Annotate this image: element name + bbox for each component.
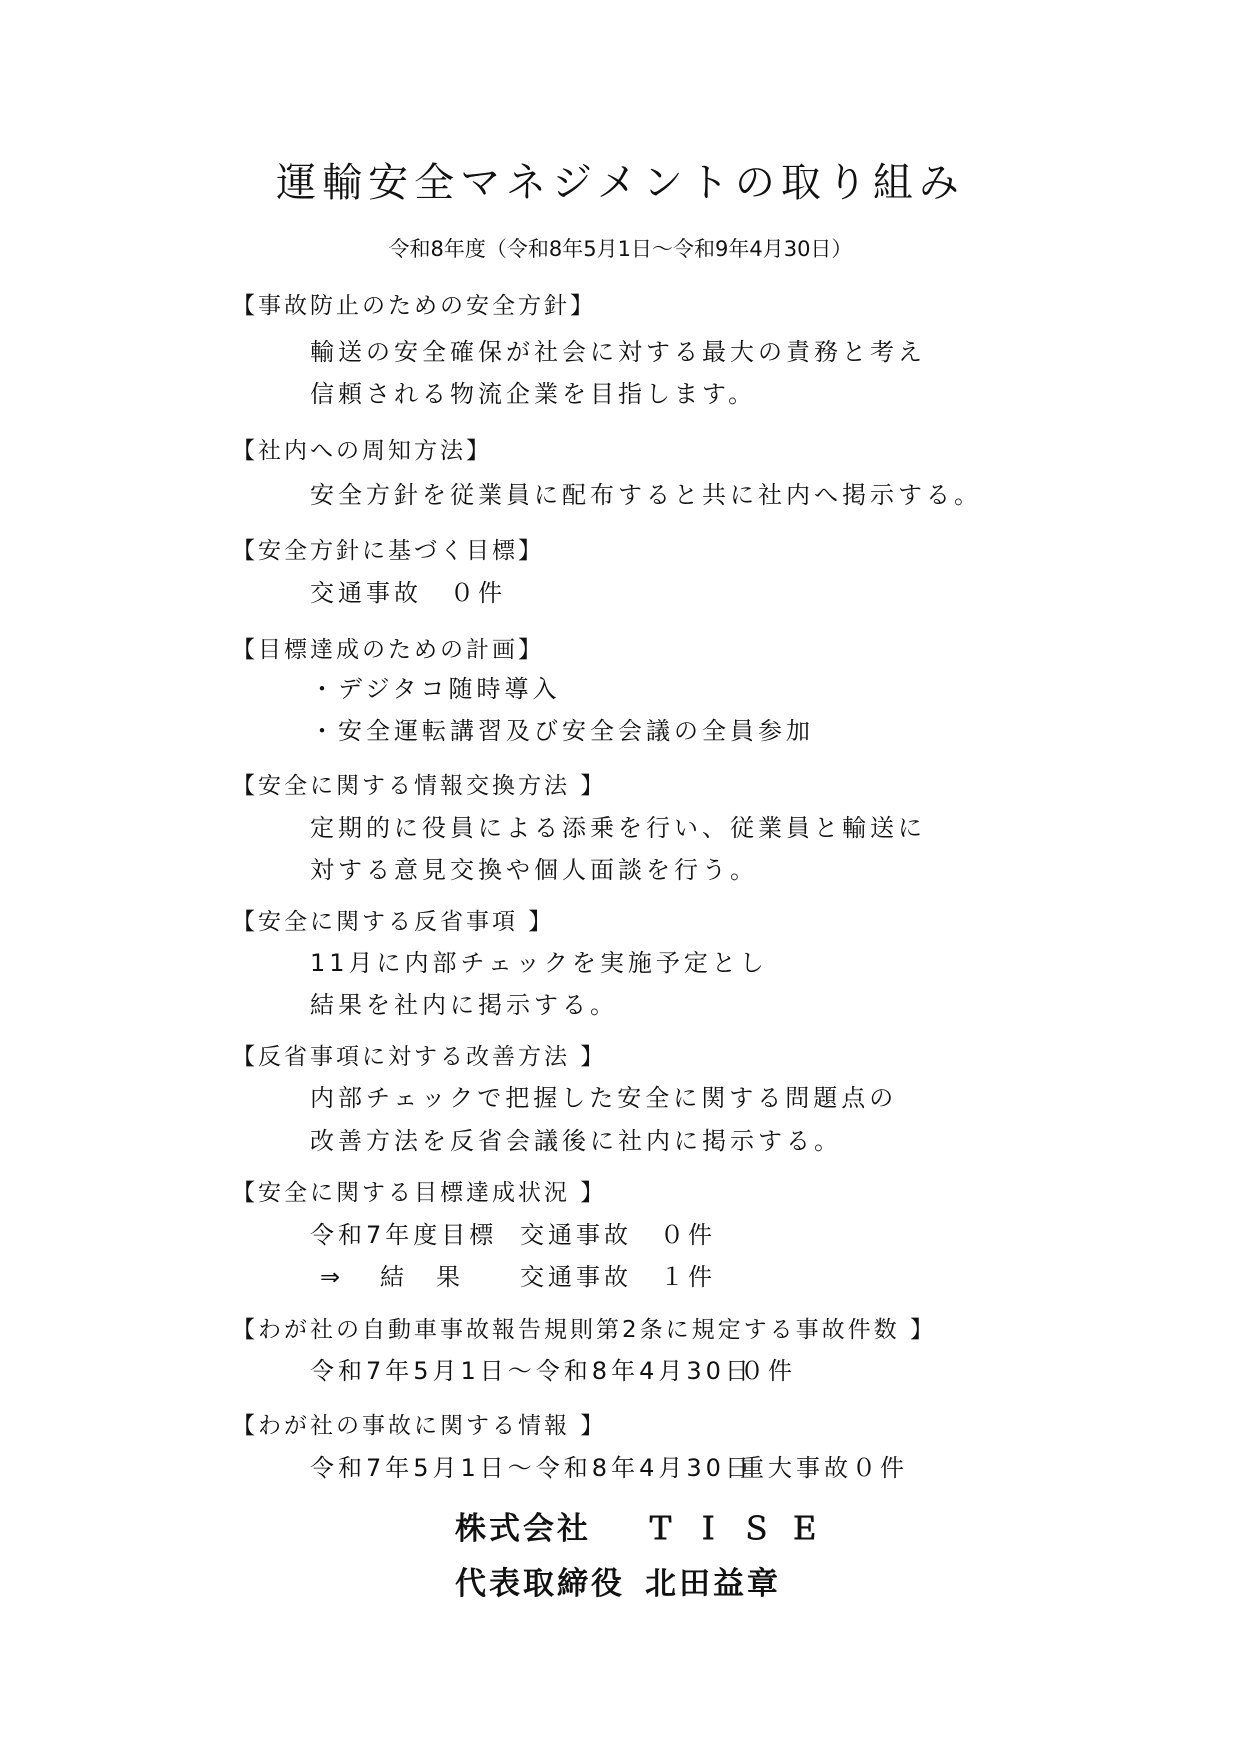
accident-count-row [310,1354,796,1388]
achievement-target-value: ０件 [660,1221,716,1249]
section-heading-info-exchange: 【安全に関する情報交換方法 】 [232,773,607,799]
plan-line: ・デジタコ随時導入 [310,675,561,703]
section-heading-accident-count: 【わが社の自動車事故報告規則第2条に規定する事故件数 】 [232,1317,936,1343]
achievement-result-item: 交通事故 [520,1263,632,1291]
achievement-result-value: １件 [660,1263,716,1291]
policy-line: 信頼される物流企業を目指します。 [310,380,757,408]
info-exchange-line: 対する意見交換や個人面談を行う。 [310,856,758,884]
company-prefix: 株式会社 [455,1511,591,1547]
section-heading-plan: 【目標達成のための計画】 [232,637,544,663]
section-heading-accident-info: 【わが社の事故に関する情報 】 [232,1413,607,1439]
page-title: 運輸安全マネジメントの取り組み [276,160,965,206]
result-arrow-icon: ⇒ [320,1263,345,1291]
representative-line [455,1563,781,1605]
company-name-line [455,1508,822,1550]
policy-line: 輸送の安全確保が社会に対する最大の責務と考え [310,338,926,366]
reflection-line: 11月に内部チェックを実施予定とし [310,949,768,977]
section-heading-improvement: 【反省事項に対する改善方法 】 [232,1044,607,1070]
accident-count-period: 令和7年5月1日～令和8年4月30日 [310,1357,753,1385]
achievement-target-label: 令和7年度目標 [310,1221,498,1249]
accident-info-row [310,1451,908,1485]
section-heading-reflection: 【安全に関する反省事項 】 [232,909,555,935]
section-heading-achievement: 【安全に関する目標達成状況 】 [232,1180,607,1206]
info-exchange-line: 定期的に役員による添乗を行い、従業員と輸送に [310,814,926,842]
accident-count-value: ０件 [740,1357,796,1385]
achievement-result-row [310,1260,716,1294]
section-heading-policy: 【事故防止のための安全方針】 [232,293,596,319]
section-heading-notice: 【社内への周知方法】 [232,438,492,464]
improvement-line: 内部チェックで把握した安全に関する問題点の [310,1084,898,1112]
fiscal-year-period: 令和8年度（令和8年5月1日～令和9年4月30日） [388,237,853,261]
representative-name: 北田益章 [645,1566,781,1602]
achievement-result-label: 結 果 [380,1263,464,1291]
company-name: Ｔ Ｉ Ｓ Ｅ [645,1511,823,1547]
achievement-target-item: 交通事故 [520,1221,632,1249]
achievement-target-row [310,1218,716,1252]
reflection-line: 結果を社内に掲示する。 [310,991,618,1019]
plan-line: ・安全運転講習及び安全会議の全員参加 [310,717,814,745]
target-line: 交通事故 ０件 [310,579,506,607]
accident-info-value: 重大事故０件 [740,1454,908,1482]
representative-title: 代表取締役 [455,1566,625,1602]
improvement-line: 改善方法を反省会議後に社内に掲示する。 [310,1127,842,1155]
accident-info-period: 令和7年5月1日～令和8年4月30日 [310,1454,753,1482]
notice-line: 安全方針を従業員に配布すると共に社内へ掲示する。 [310,481,982,509]
section-heading-target: 【安全方針に基づく目標】 [232,538,544,564]
